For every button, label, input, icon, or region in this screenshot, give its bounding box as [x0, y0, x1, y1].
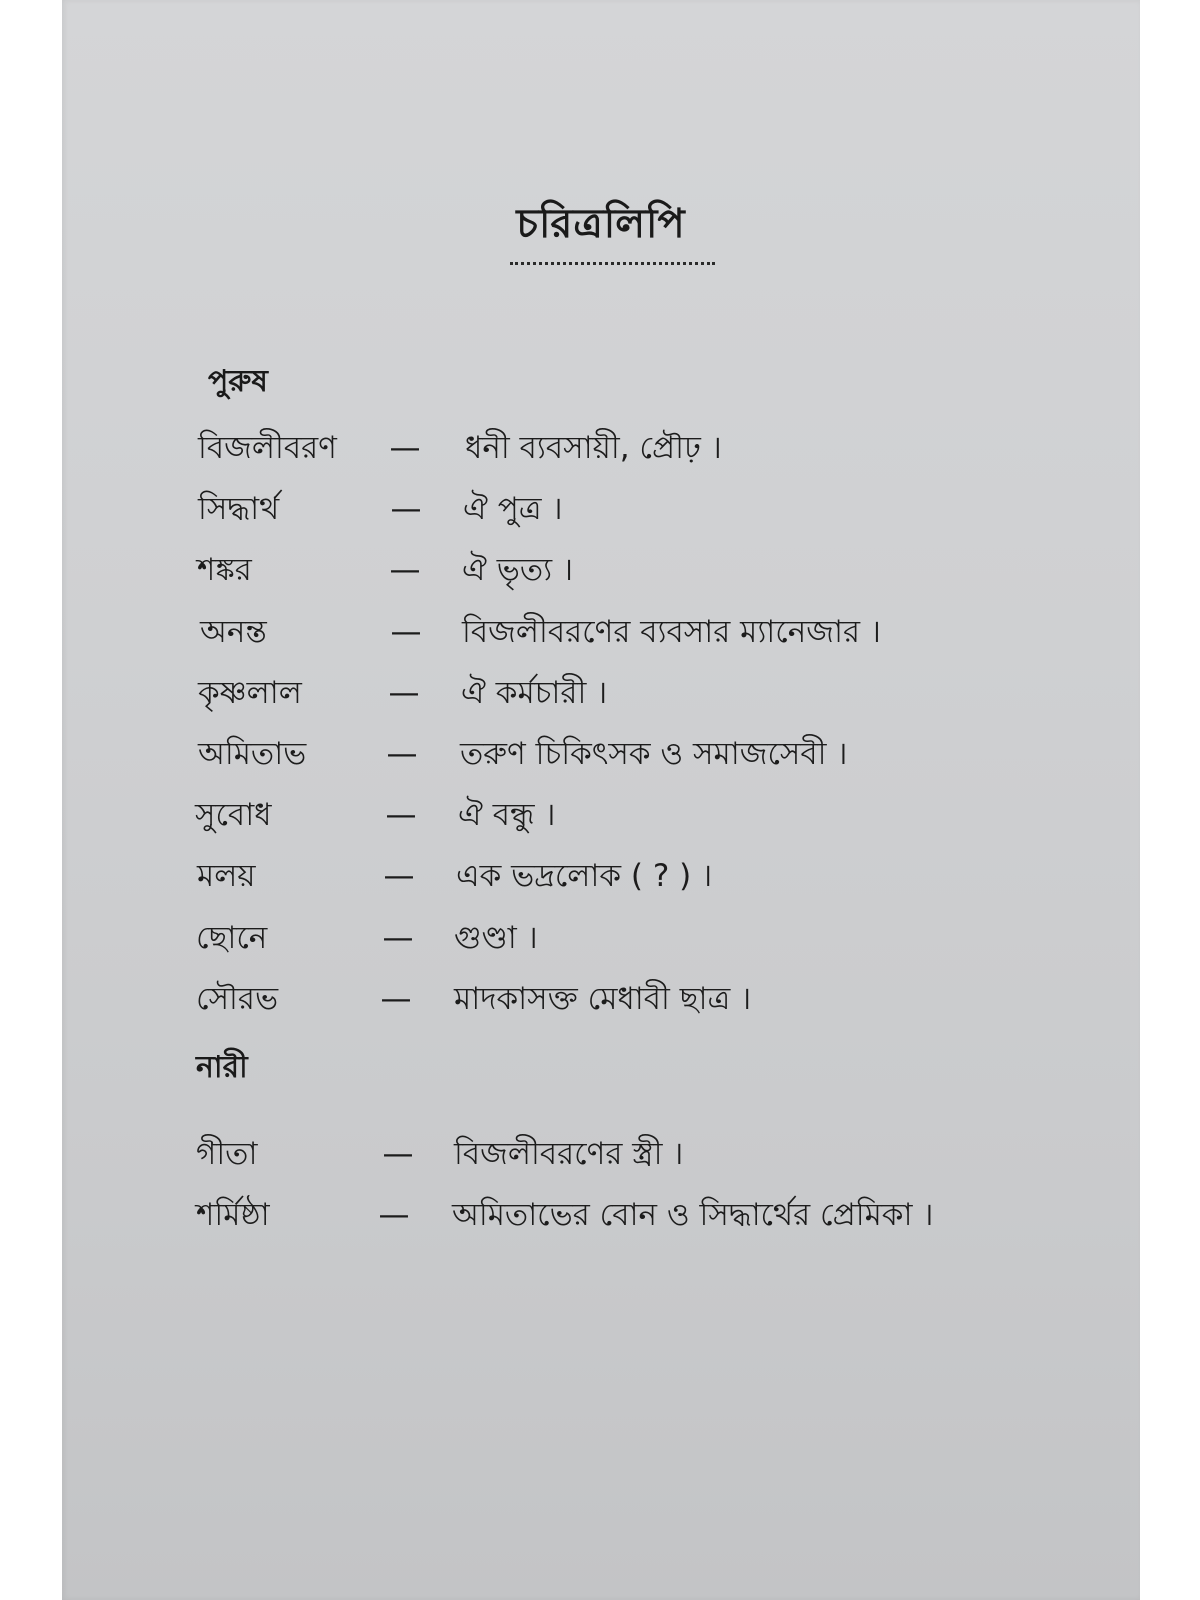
character-row — [62, 730, 1140, 778]
dash-separator: — — [390, 491, 422, 527]
dash-separator: — — [386, 736, 418, 772]
dash-separator: — — [390, 614, 422, 650]
section-heading-male: পুরুষ — [208, 364, 268, 399]
character-row — [62, 975, 1140, 1023]
dash-separator: — — [388, 675, 420, 711]
dash-separator: — — [378, 1197, 410, 1233]
character-description: ঐ বন্ধু । — [458, 797, 556, 833]
character-description: ঐ কর্মচারী । — [461, 675, 608, 711]
character-description: অমিতাভের বোন ও সিদ্ধার্থের প্রেমিকা । — [452, 1197, 934, 1233]
character-row — [62, 669, 1140, 717]
character-name: ছোনে — [196, 920, 268, 956]
section-heading-female: নারী — [196, 1050, 248, 1085]
character-row — [62, 485, 1140, 533]
character-name: অনন্ত — [200, 614, 267, 650]
title-dotted-rule — [510, 262, 715, 265]
character-name: সৌরভ — [196, 981, 279, 1017]
character-row — [62, 608, 1140, 656]
book-page — [62, 0, 1140, 1600]
character-row — [62, 852, 1140, 900]
character-name: সিদ্ধার্থ — [198, 491, 280, 527]
character-name: সুবোধ — [195, 797, 272, 833]
character-name: শর্মিষ্ঠা — [196, 1197, 270, 1233]
character-name: গীতা — [196, 1136, 258, 1172]
dash-separator: — — [385, 797, 417, 833]
character-row — [62, 546, 1140, 594]
character-name: শঙ্কর — [197, 552, 252, 588]
page-title: চরিত্রলিপি — [516, 201, 686, 247]
dash-separator: — — [382, 1136, 414, 1172]
character-row — [62, 914, 1140, 962]
character-description: তরুণ চিকিৎসক ও সমাজসেবী । — [460, 736, 848, 772]
character-row — [62, 1130, 1140, 1178]
character-description: এক ভদ্রলোক ( ? ) । — [456, 858, 713, 894]
character-name: কৃষ্ণলাল — [198, 675, 302, 711]
character-row — [62, 1191, 1140, 1239]
character-name: বিজলীবরণ — [198, 430, 337, 466]
character-description: ঐ পুত্র । — [463, 491, 563, 527]
character-description: ঐ ভৃত্য । — [462, 552, 574, 588]
character-description: গুণ্ডা । — [454, 920, 538, 956]
character-description: বিজলীবরণের ব্যবসার ম্যানেজার । — [462, 614, 881, 650]
character-name: মলয় — [197, 858, 256, 894]
dash-separator: — — [382, 920, 414, 956]
dash-separator: — — [383, 858, 415, 894]
character-row — [62, 791, 1140, 839]
character-description: বিজলীবরণের স্ত্রী । — [454, 1136, 684, 1172]
character-name: অমিতাভ — [198, 736, 307, 772]
dash-separator: — — [380, 981, 412, 1017]
character-row — [62, 424, 1140, 472]
character-description: ধনী ব্যবসায়ী, প্রৌঢ় । — [465, 430, 722, 466]
dash-separator: — — [389, 430, 421, 466]
dash-separator: — — [389, 552, 421, 588]
character-description: মাদকাসক্ত মেধাবী ছাত্র । — [454, 981, 752, 1017]
